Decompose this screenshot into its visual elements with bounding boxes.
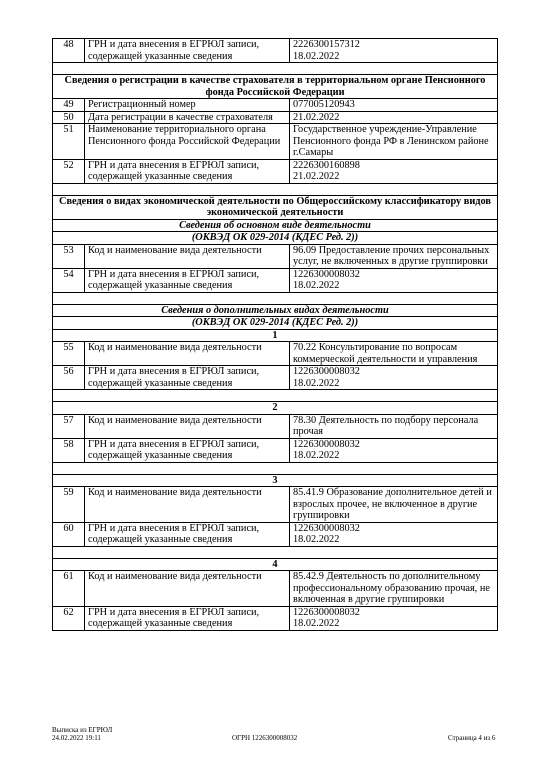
row-number: 48 — [53, 39, 85, 63]
row-value-line: 2226300157312 — [293, 39, 360, 50]
group-index-row — [53, 558, 498, 571]
table-row — [53, 438, 498, 462]
group-index: 3 — [53, 474, 498, 487]
table-row — [53, 342, 498, 366]
row-label: ГРН и дата внесения в ЕГРЮЛ записи, содержащей указанные сведения — [85, 159, 290, 183]
table-row — [53, 159, 498, 183]
footer-doc-name: Выписка из ЕГРЮЛ — [52, 726, 113, 734]
spacer-row — [53, 462, 498, 474]
row-value-line: 85.41.9 Образование дополнительное детей и взрослых прочее, не включенное в другие группировки — [293, 487, 492, 521]
spacer-row — [53, 390, 498, 402]
group-index: 2 — [53, 402, 498, 415]
spacer-row — [53, 63, 498, 75]
group-index: 1 — [53, 329, 498, 342]
row-number: 57 — [53, 414, 85, 438]
row-value-line: Государственное учреждение-Управление Пенсионного фонда РФ в Ленинском районе г.Самары — [293, 124, 489, 158]
row-value-line: 18.02.2022 — [293, 534, 340, 545]
table-row — [53, 366, 498, 390]
row-label: Код и наименование вида деятельности — [85, 487, 290, 523]
row-label: Код и наименование вида деятельности — [85, 244, 290, 268]
row-value — [290, 606, 498, 630]
table-row — [53, 244, 498, 268]
row-value — [290, 438, 498, 462]
row-value-line: 077005120943 — [293, 99, 355, 110]
row-number: 61 — [53, 571, 85, 607]
row-value — [290, 487, 498, 523]
table-row — [53, 111, 498, 124]
row-number: 55 — [53, 342, 85, 366]
row-label: Код и наименование вида деятельности — [85, 414, 290, 438]
row-label: Регистрационный номер — [85, 99, 290, 112]
row-value-line: 1226300008032 — [293, 268, 360, 280]
row-value-line: 18.02.2022 — [293, 377, 340, 389]
row-value — [290, 111, 498, 124]
table-row — [53, 268, 498, 292]
row-number: 52 — [53, 159, 85, 183]
section-title-okved-row — [53, 195, 498, 219]
subsection-additional-activities: Сведения о дополнительных видах деятельности — [53, 304, 498, 317]
spacer-row — [53, 546, 498, 558]
row-value-line: 70.22 Консультирование по вопросам коммерческой деятельности и управления — [293, 342, 478, 365]
footer-ogrn: ОГРН 1226300008032 — [232, 734, 298, 742]
row-label: Наименование территориального органа Пенсионного фонда Российской Федерации — [85, 124, 290, 160]
row-label: ГРН и дата внесения в ЕГРЮЛ записи, содержащей указанные сведения — [85, 606, 290, 630]
row-value-line: 18.02.2022 — [293, 280, 340, 291]
row-value-line: 1226300008032 — [293, 438, 360, 450]
egrul-extract-page — [52, 38, 497, 631]
table-row — [53, 571, 498, 607]
registry-table — [52, 38, 498, 631]
classifier-label: (ОКВЭД ОК 029-2014 (КДЕС Ред. 2)) — [53, 317, 498, 330]
row-label: Дата регистрации в качестве страхователя — [85, 111, 290, 124]
row-value — [290, 522, 498, 546]
row-label: ГРН и дата внесения в ЕГРЮЛ записи, содержащей указанные сведения — [85, 39, 290, 63]
row-number: 53 — [53, 244, 85, 268]
subsection-main-activity-row — [53, 219, 498, 232]
row-value-line: 1226300008032 — [293, 366, 360, 377]
footer-timestamp: 24.02.2022 19:11 — [52, 734, 101, 742]
row-value-line: 18.02.2022 — [293, 50, 340, 62]
table-row — [53, 39, 498, 63]
row-number: 54 — [53, 268, 85, 292]
row-value — [290, 159, 498, 183]
row-value — [290, 342, 498, 366]
row-label: ГРН и дата внесения в ЕГРЮЛ записи, содержащей указанные сведения — [85, 268, 290, 292]
row-number: 58 — [53, 438, 85, 462]
row-label: ГРН и дата внесения в ЕГРЮЛ записи, содержащей указанные сведения — [85, 522, 290, 546]
row-value-line: 1226300008032 — [293, 606, 360, 618]
row-number: 59 — [53, 487, 85, 523]
row-number: 56 — [53, 366, 85, 390]
row-value — [290, 571, 498, 607]
classifier-label-row — [53, 317, 498, 330]
row-number: 51 — [53, 124, 85, 160]
row-number: 49 — [53, 99, 85, 112]
row-value-line: 2226300160898 — [293, 159, 360, 171]
spacer-row — [53, 183, 498, 195]
subsection-additional-activities-row — [53, 304, 498, 317]
row-label: Код и наименование вида деятельности — [85, 342, 290, 366]
table-row — [53, 606, 498, 630]
group-index-row — [53, 402, 498, 415]
footer-left — [52, 726, 112, 742]
footer-page-number: Страница 4 из 6 — [448, 734, 496, 742]
row-label: ГРН и дата внесения в ЕГРЮЛ записи, содержащей указанные сведения — [85, 438, 290, 462]
group-index-row — [53, 329, 498, 342]
table-row — [53, 487, 498, 523]
section-title-pfr: Сведения о регистрации в качестве страхователя в территориальном органе Пенсионного фонда Российской Федерации — [53, 75, 498, 99]
row-value-line: 18.02.2022 — [293, 450, 340, 461]
section-title-pfr-row — [53, 75, 498, 99]
group-index: 4 — [53, 558, 498, 571]
table-row — [53, 522, 498, 546]
classifier-label: (ОКВЭД ОК 029-2014 (КДЕС Ред. 2)) — [53, 232, 498, 245]
section-title-okved: Сведения о видах экономической деятельности по Общероссийскому классификатору видов экономической деятельности — [53, 195, 498, 219]
table-row — [53, 124, 498, 160]
subsection-main-activity: Сведения об основном виде деятельности — [53, 219, 498, 232]
row-value — [290, 99, 498, 112]
row-value — [290, 414, 498, 438]
row-value-line: 21.02.2022 — [293, 171, 340, 182]
row-number: 60 — [53, 522, 85, 546]
row-value — [290, 366, 498, 390]
row-number: 50 — [53, 111, 85, 124]
row-value-line: 18.02.2022 — [293, 618, 340, 629]
row-value — [290, 124, 498, 160]
row-value — [290, 244, 498, 268]
row-label: Код и наименование вида деятельности — [85, 571, 290, 607]
classifier-label-row — [53, 232, 498, 245]
row-value-line: 85.42.9 Деятельность по дополнительному профессиональному образованию прочая, не включенная в другие группировки — [293, 571, 490, 605]
row-value-line: 21.02.2022 — [293, 111, 340, 123]
row-value-line: 1226300008032 — [293, 522, 360, 534]
table-row — [53, 99, 498, 112]
spacer-row — [53, 292, 498, 304]
row-label: ГРН и дата внесения в ЕГРЮЛ записи, содержащей указанные сведения — [85, 366, 290, 390]
row-value — [290, 39, 498, 63]
row-value — [290, 268, 498, 292]
row-value-line: 78.30 Деятельность по подбору персонала прочая — [293, 414, 479, 437]
row-number: 62 — [53, 606, 85, 630]
group-index-row — [53, 474, 498, 487]
table-row — [53, 414, 498, 438]
row-value-line: 96.09 Предоставление прочих персональных услуг, не включенных в другие группировки — [293, 244, 490, 267]
